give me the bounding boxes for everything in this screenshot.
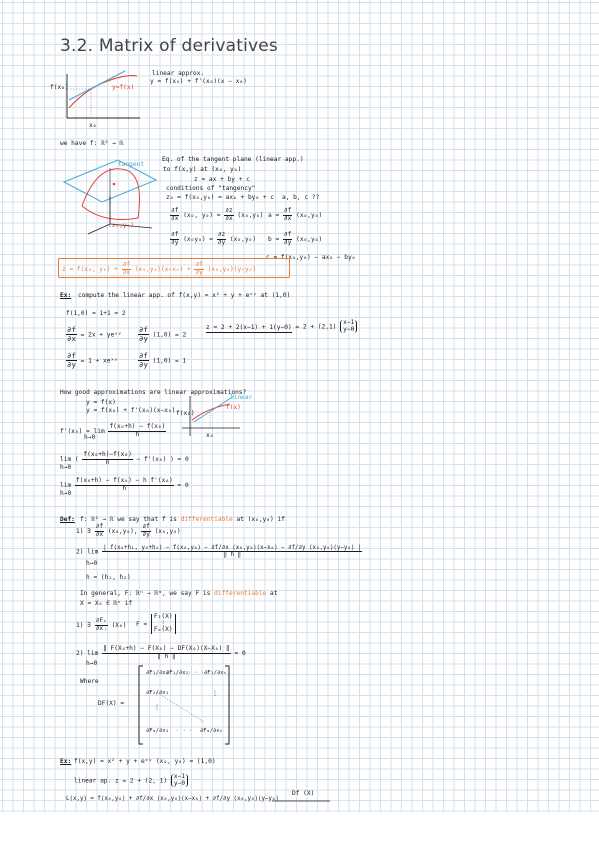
definition-label: Def: bbox=[60, 516, 75, 523]
definition-text: f: ℝ² → ℝ we say that f is differentiable at (x₀,y₀) if bbox=[80, 516, 285, 523]
plane-title-2: to f(x,y) at (x₀, y₀) bbox=[163, 166, 242, 173]
y-equals-fx: y = f(x) bbox=[86, 399, 116, 406]
df-dy-expression: $\frac{\partial f}{\partial y}$ = 1 + xeˣʸ bbox=[67, 351, 118, 369]
c-coefficient: c = f(x₀,y₀) − ax₀ − by₀ bbox=[266, 254, 356, 261]
definition-h-to-zero: h→0 bbox=[86, 560, 98, 567]
general-condition-2: 2) lim $\frac{\text{‖ F(X₀+h) − F(X₀) − DF(X₀)(X−X₀) ‖}}{‖ h ‖}$ = 0 bbox=[76, 645, 246, 660]
jacobian-entry-1n: ∂F₁/∂xₙ bbox=[204, 670, 227, 676]
general-text: In general, F: ℝⁿ → ℝᵐ, we say F is differentiable at bbox=[80, 590, 278, 597]
df-dx-at-point: $\frac{\partial f}{\partial y}$ (1,0) = 2 bbox=[139, 325, 187, 343]
limit-expression-3: lim $\frac{\text{f(x₀+h) − f(x₀) − h f'(x₀)}}{h}$ = 0 bbox=[60, 477, 189, 492]
jacobian-dots-rowm: · · · bbox=[176, 728, 193, 734]
jacobian-label: DF(X) = bbox=[98, 700, 125, 707]
limit-expression-2: lim ( $\frac{\text{f(x₀+h)−f(x₀)}}{h}$ − f'(x₀) ) = 0 bbox=[60, 451, 189, 466]
graph-fx0-label: f(x₀) bbox=[176, 410, 195, 417]
example-2-linear: linear ap. z = 2 + (2, 1) x−1 y−0 bbox=[74, 774, 188, 787]
where-label: Where bbox=[80, 678, 99, 685]
example-2-Df: Df (X) bbox=[292, 790, 315, 797]
jacobian-entry-mn: ∂Fₘ/∂xₙ bbox=[200, 728, 223, 734]
jacobian-dots-coln: ⋮ bbox=[212, 690, 219, 697]
df-dx-expression: $\frac{\partial f}{\partial x}$ = 2x + yeˣʸ bbox=[67, 325, 122, 343]
linear-approx-label: linear approx. bbox=[152, 70, 205, 77]
f-at-1-0: f(1,0) = 1+1 = 2 bbox=[66, 310, 126, 317]
graph-x0-label: x₀ bbox=[206, 432, 214, 439]
page-bottom-margin bbox=[0, 812, 599, 848]
how-good-question: How good approximations are linear approximations? bbox=[60, 389, 247, 396]
jacobian-entry-11: ∂F₁/∂x₁ bbox=[146, 670, 169, 676]
linear-approx-graph bbox=[55, 70, 145, 130]
jacobian-entry-m1: ∂Fₘ/∂x₁ bbox=[146, 728, 169, 734]
derivative-definition: f'(x₀) = lim $\frac{\text{f(x₀+h) − f(x₀)}}{h}$ bbox=[60, 423, 166, 438]
general-condition-1: 1) ∃ $\frac{\text{∂Fᵢ}}{\text{∂xⱼ}}$ (X₀) bbox=[76, 617, 127, 632]
tangent-label: tangent bbox=[118, 161, 145, 168]
h-vector: h = (h₁, h₂) bbox=[86, 574, 131, 581]
b-coefficient: b = $\frac{\partial f}{\partial y}$ (x₀,y₀) bbox=[268, 231, 323, 246]
h-to-zero-3: h→0 bbox=[60, 490, 72, 497]
f-x0-label: f(x₀) bbox=[50, 84, 69, 91]
abc-question: a, b, c ?? bbox=[282, 194, 320, 201]
definition-condition-1: 1) ∃ $\frac{\partial f}{\partial x}$ (x₀,y₀), $\frac{\partial f}{\partial y}$ (x₀,y₀) bbox=[76, 523, 181, 538]
tangency-conditions: conditions of "tangency" bbox=[166, 185, 256, 192]
h-to-zero-2: h→0 bbox=[60, 464, 72, 471]
F-vector: F = F₁(X) ⋮ Fₘ(X) bbox=[136, 614, 176, 634]
df-dy-at-point: $\frac{\partial f}{\partial y}$ (1,0) = 1 bbox=[139, 351, 187, 369]
partial-y-equation: $\frac{\partial f}{\partial y}$ (x₀y₀) = $\frac{\partial z}{\partial y}$ (x₀,y₀) bbox=[171, 231, 256, 246]
definition-condition-2: 2) lim | f(x₀+h₁, y₀+h₂) − f(x₀,y₀) − ∂f/∂x (x₀,y₀)(x−x₀) − ∂f/∂y (x₀,y₀)(y−y₀) | ‖ h ‖ bbox=[76, 545, 362, 559]
plane-title-1: Eq. of the tangent plane (linear app.) bbox=[162, 156, 304, 163]
general-point: X = X₀ ∈ ℝⁿ if bbox=[80, 600, 133, 607]
example-1-statement: compute the linear app. of f(x,y) = x² + y + eˣʸ at (1,0) bbox=[78, 292, 291, 299]
linear-app-result: z = 2 + 2(x−1) + 1(y−0) = 2 + (2,1) x−1 y−0 bbox=[206, 320, 357, 333]
x0-label: x₀ bbox=[89, 122, 97, 129]
point-label: (x₀,y₀) bbox=[108, 222, 135, 229]
jacobian-entry-21: ∂F₂/∂x₁ bbox=[146, 690, 169, 696]
general-h-to-zero: h→0 bbox=[86, 660, 98, 667]
curve-label: y=f(x) bbox=[112, 84, 135, 91]
example-2-label: Ex: bbox=[60, 758, 72, 765]
example-2-L: L(x,y) = f(x₀,y₀) + ∂f/∂x (x₀,y₀)(x−x₀) + ∂f/∂y (x₀,y₀)(y−y₀) bbox=[66, 796, 279, 802]
page-title: 3.2. Matrix of derivatives bbox=[60, 36, 278, 56]
plane-eq-z: z = ax + by + c bbox=[194, 176, 250, 183]
graph-linear-label: linear bbox=[230, 394, 253, 401]
h-to-zero-1: h→0 bbox=[84, 434, 96, 441]
Df-underline bbox=[272, 799, 332, 803]
we-have-text: we have f: ℝ² → ℝ bbox=[60, 140, 124, 147]
graph-fx-label: f(x) bbox=[226, 404, 241, 411]
jacobian-dots-row1: · · · bbox=[188, 670, 205, 676]
y-linear: y = f(x₀) + f'(x₀)(x−x₀) bbox=[86, 407, 176, 414]
partial-x-equation: $\frac{\partial f}{\partial x}$ (x₀, y₀) = $\frac{\partial z}{\partial x}$ (x₀,y₀) bbox=[171, 207, 264, 222]
tangency-equation: z₀ = f(x₀,y₀) = ax₀ + by₀ + c bbox=[166, 194, 275, 201]
a-coefficient: a = $\frac{\partial f}{\partial x}$ (x₀,y₀) bbox=[268, 207, 323, 222]
linear-approx-equation: y = f(x₀) + f'(x₀)(x − x₀) bbox=[150, 78, 247, 85]
example-1-label: Ex: bbox=[60, 292, 72, 299]
jacobian-entry-12: ∂F₁/∂x₂ bbox=[166, 670, 189, 676]
jacobian-dots-col1: ⋮ bbox=[154, 704, 161, 711]
example-2-statement: f(x,y) = x² + y + eˣʸ (x₀, y₀) = (1,0) bbox=[74, 758, 216, 765]
tangent-plane-formula: z = f(x₀, y₀) + $\frac{\partial f}{\partial x}$ (x₀,y₀)(x−x₀) + $\frac{\partial f}{\partial y}$ (x₀,y₀)(y−y₀) bbox=[62, 261, 257, 276]
